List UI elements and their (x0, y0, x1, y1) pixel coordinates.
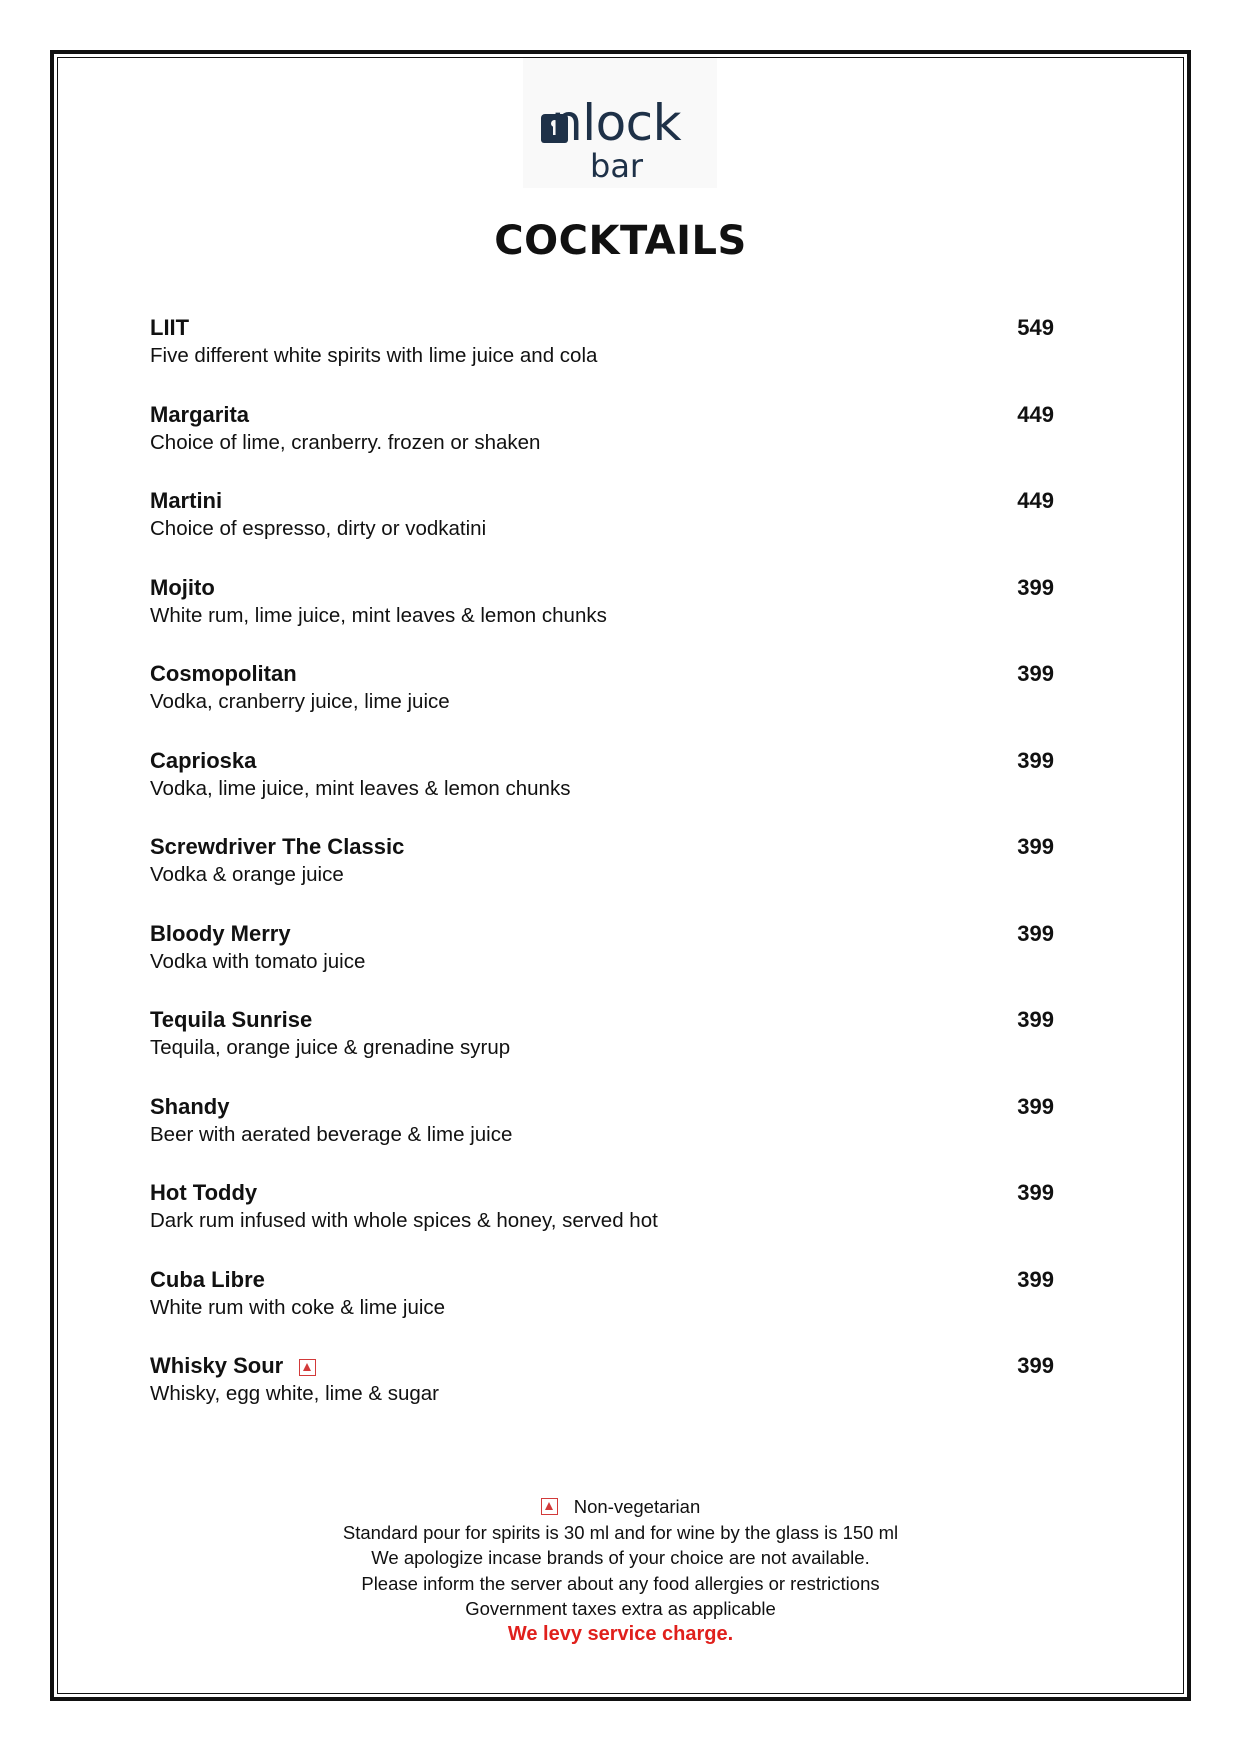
menu-item (150, 661, 1054, 748)
item-price: 399 (1017, 747, 1054, 773)
item-name: Mojito (150, 574, 215, 600)
item-price: 399 (1017, 834, 1054, 859)
item-name: Margarita (150, 401, 250, 427)
item-name-row (150, 748, 256, 774)
item-price: 399 (1017, 920, 1054, 946)
footer-line-pour: Standard pour for spirits is 30 ml and for wine by the glass is 150 ml (342, 1521, 899, 1543)
logo-wordmark: nlock (551, 94, 682, 152)
item-price: 399 (1017, 661, 1054, 686)
menu-item (150, 315, 1054, 402)
item-name-row (150, 921, 291, 947)
item-name-row (150, 1007, 312, 1033)
menu-item (150, 1267, 1054, 1354)
item-description: Vodka with tomato juice (150, 949, 366, 973)
footer-line-taxes: Government taxes extra as applicable (465, 1598, 776, 1619)
item-description: Dark rum infused with whole spices & honey, served hot (150, 1209, 658, 1232)
legend-row (0, 1494, 1241, 1520)
item-description: White rum, lime juice, mint leaves & lemon chunks (150, 603, 607, 627)
cocktail-list (150, 315, 1054, 1440)
footer-line-allergies: Please inform the server about any food allergies or restrictions (361, 1572, 880, 1594)
item-name: Tequila Sunrise (150, 1007, 313, 1032)
item-description: Whisky, egg white, lime & sugar (150, 1382, 440, 1405)
item-description: Choice of lime, cranberry. frozen or shaken (150, 430, 541, 454)
legend-label: Non-vegetarian (573, 1496, 701, 1517)
footer-notes (0, 1494, 1241, 1647)
menu-item (150, 748, 1054, 835)
item-price: 449 (1017, 401, 1054, 427)
bar-logo (523, 58, 717, 188)
item-name-row (150, 402, 249, 428)
non-veg-icon (541, 1498, 558, 1515)
item-name: Whisky Sour (150, 1353, 284, 1378)
item-price: 399 (1017, 1093, 1054, 1119)
item-name: Screwdriver The Classic (150, 834, 405, 859)
service-charge-notice: We levy service charge. (507, 1622, 734, 1645)
item-name: LIIT (150, 315, 190, 340)
menu-item (150, 1180, 1054, 1267)
item-price: 449 (1017, 488, 1054, 513)
item-name-row (150, 1267, 265, 1293)
page-title: COCKTAILS (494, 218, 747, 264)
item-price: 399 (1017, 1180, 1054, 1205)
item-price: 399 (1017, 574, 1054, 600)
item-name: Bloody Merry (150, 920, 291, 946)
item-description: White rum with coke & lime juice (150, 1295, 446, 1319)
logo-subtitle: bar (590, 147, 644, 185)
menu-item (150, 575, 1054, 662)
menu-item (150, 834, 1054, 921)
item-name-row (150, 661, 297, 687)
menu-item (150, 488, 1054, 575)
item-name: Caprioska (150, 747, 257, 773)
item-name-row (150, 315, 189, 341)
item-description: Vodka, cranberry juice, lime juice (150, 690, 450, 713)
item-description: Beer with aerated beverage & lime juice (150, 1122, 513, 1146)
menu-item (150, 921, 1054, 1008)
item-name: Martini (150, 488, 223, 513)
item-name-row (150, 575, 215, 601)
item-price: 549 (1017, 315, 1054, 340)
item-name-row (150, 1094, 229, 1120)
item-name: Cosmopolitan (150, 661, 297, 686)
item-description: Tequila, orange juice & grenadine syrup (150, 1036, 511, 1059)
item-description: Five different white spirits with lime juice and cola (150, 344, 598, 367)
menu-item (150, 402, 1054, 489)
item-price: 399 (1017, 1007, 1054, 1032)
item-name: Shandy (150, 1093, 230, 1119)
menu-item (150, 1007, 1054, 1094)
item-name: Hot Toddy (150, 1180, 258, 1205)
item-name-row (150, 834, 404, 860)
item-price: 399 (1017, 1353, 1054, 1378)
item-name-row (150, 488, 222, 514)
footer-line-brands: We apologize incase brands of your choice are not available. (371, 1547, 870, 1568)
item-description: Vodka & orange juice (150, 863, 344, 886)
menu-item (150, 1094, 1054, 1181)
menu-item (150, 1353, 1054, 1440)
item-description: Vodka, lime juice, mint leaves & lemon chunks (150, 776, 571, 800)
item-name: Cuba Libre (150, 1266, 265, 1292)
non-veg-icon (299, 1359, 316, 1376)
item-description: Choice of espresso, dirty or vodkatini (150, 517, 487, 540)
item-name-row (150, 1353, 316, 1379)
item-price: 399 (1017, 1266, 1054, 1292)
item-name-row (150, 1180, 257, 1206)
